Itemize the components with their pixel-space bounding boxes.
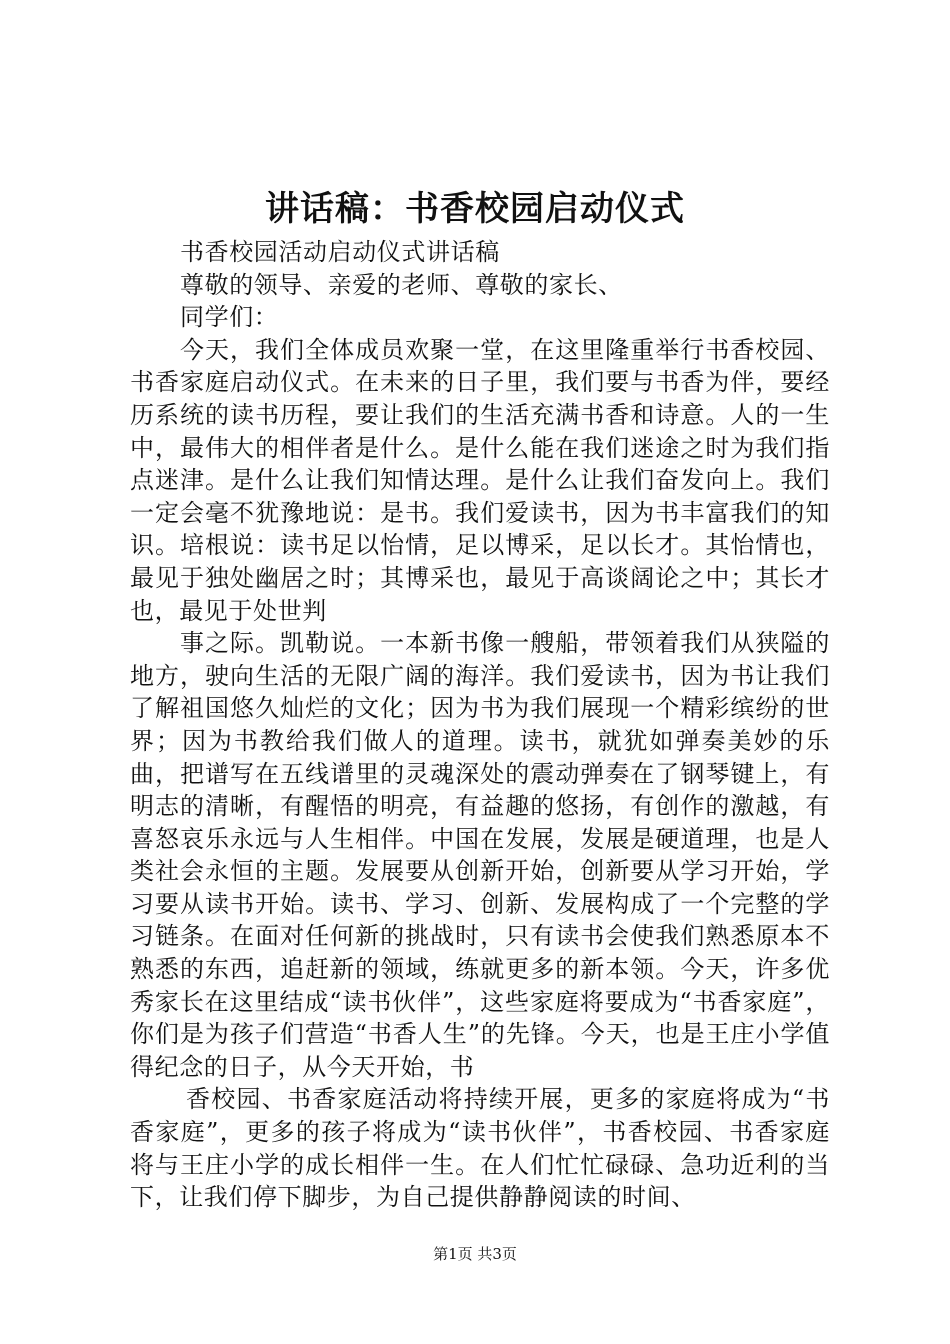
paragraph-heading: 书香校园活动启动仪式讲话稿 (180, 238, 500, 266)
page-number: 第1页 共3页 (433, 1245, 517, 1263)
paragraph-body: 事之际。凯勒说。一本新书像一艘船，带领着我们从狭隘的地方，驶向生活的无限广阔的海洋。我们爱读书，因为书让我们了解祖国悠久灿烂的文化；因为书为我们展现一个精彩缤纷的世界；因为书教给我们做人的道理。读书，就犹如弹奏美妙的乐曲，把谱写在五线谱里的灵魂深处的震动弹奏在了钢琴键上，有明志的清晰，有醒悟的明亮，有益趣的悠扬，有创作的激越，有喜怒哀乐永远与人生相伴。中国在发展，发展是硬道理，也是人类社会永恒的主题。发展要从创新开始，创新要从学习开始，学习要从读书开始。读书、学习、创新、发展构成了一个完整的学习链条。在面对任何新的挑战时，只有读书会使我们熟悉原本不熟悉的东西，追赶新的领域，练就更多的新本领。今天，许多优秀家长在这里结成“读书伙伴”，这些家庭将要成为“书香家庭”，你们是为孩子们营造“书香人生”的先锋。今天，也是王庄小学值得纪念的日子，从今天开始，书 (130, 629, 830, 1081)
document-title: 讲话稿：书香校园启动仪式 (265, 189, 685, 229)
paragraph-body: 今天，我们全体成员欢聚一堂，在这里隆重举行书香校园、书香家庭启动仪式。在未来的日子里，我们要与书香为伴，要经历系统的读书历程，要让我们的生活充满书香和诗意。人的一生中，最伟大的相伴者是什么。是什么能在我们迷途之时为我们指点迷津。是什么让我们知情达理。是什么让我们奋发向上。我们一定会毫不犹豫地说：是书。我们爱读书，因为书丰富我们的知识。培根说：读书足以怡情，足以博采，足以长才。其怡情也，最见于独处幽居之时；其博采也，最见于高谈阔论之中；其长才也，最见于处世判 (130, 335, 830, 625)
paragraph-body: 香校园、书香家庭活动将持续开展，更多的家庭将成为“书香家庭”，更多的孩子将成为“读书伙伴”，书香校园、书香家庭将与王庄小学的成长相伴一生。在人们忙忙碌碌、急功近利的当下，让我们停下脚步，为自己提供静静阅读的时间、 (130, 1085, 830, 1212)
paragraph-salutation-cont: 同学们： (180, 303, 279, 332)
document-body (130, 236, 830, 1214)
paragraph-salutation: 尊敬的领导、亲爱的老师、尊敬的家长、 (180, 270, 623, 299)
